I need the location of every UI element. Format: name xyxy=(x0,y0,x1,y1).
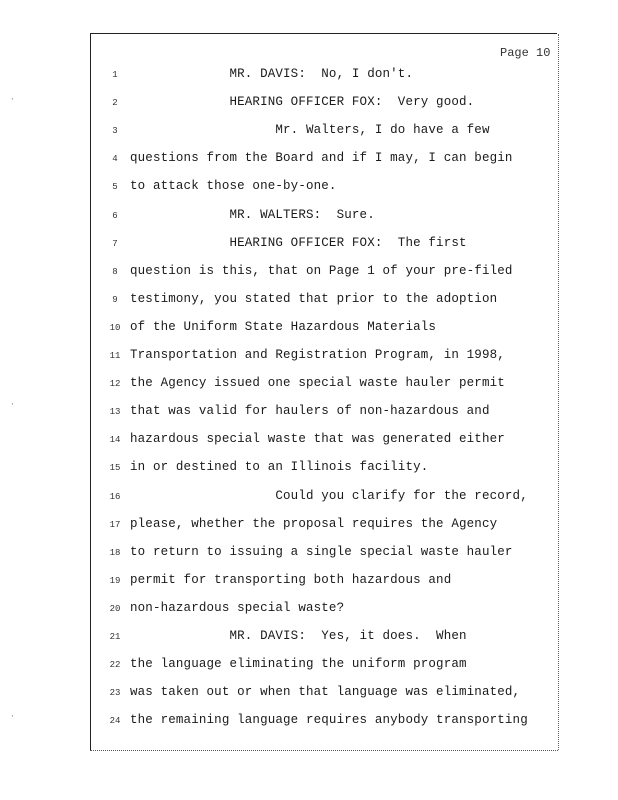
line-number: 18 xyxy=(109,547,121,558)
transcript-line xyxy=(100,63,552,85)
line-text: MR. DAVIS: Yes, it does. When xyxy=(130,629,467,643)
line-number: 20 xyxy=(109,603,121,614)
line-number: 5 xyxy=(112,182,118,193)
line-text: hazardous special waste that was generated either xyxy=(130,432,505,447)
transcript-line xyxy=(100,316,552,338)
line-number: 24 xyxy=(109,716,121,727)
line-text: question is this, that on Page 1 of your pre-filed xyxy=(130,263,513,278)
line-number: 13 xyxy=(109,407,121,418)
line-number: 23 xyxy=(109,688,121,699)
transcript-line xyxy=(100,232,552,254)
margin-mark: · xyxy=(10,712,15,721)
transcript-line xyxy=(100,541,552,563)
line-text: Mr. Walters, I do have a few xyxy=(130,123,490,138)
line-text: HEARING OFFICER FOX: The first xyxy=(130,235,467,250)
line-text: was taken out or when that language was eliminated, xyxy=(130,685,521,700)
line-number: 19 xyxy=(109,575,121,586)
transcript-line xyxy=(100,428,552,450)
line-number: 3 xyxy=(112,126,118,137)
transcript-line xyxy=(100,119,552,141)
line-number: 15 xyxy=(109,463,121,474)
line-text: Transportation and Registration Program, in 1998, xyxy=(130,348,505,362)
transcript-line xyxy=(100,344,552,366)
line-number: 4 xyxy=(112,154,118,165)
transcript-line xyxy=(100,288,552,310)
line-text: the remaining language requires anybody transporting xyxy=(130,713,528,728)
line-number: 6 xyxy=(112,210,118,221)
bottom-rule xyxy=(90,750,558,751)
transcript-line xyxy=(100,147,552,169)
line-number: 2 xyxy=(112,98,118,109)
transcript-line xyxy=(100,569,552,591)
line-number: 8 xyxy=(112,266,118,277)
transcript-line xyxy=(100,91,552,113)
margin-mark: · xyxy=(10,95,15,104)
line-text: to return to issuing a single special waste hauler xyxy=(130,544,513,559)
transcript-line xyxy=(100,513,552,535)
transcript-line xyxy=(100,653,552,675)
line-number: 21 xyxy=(109,632,121,642)
page-number: Page 10 xyxy=(500,46,551,60)
line-text: to attack those one-by-one. xyxy=(130,179,337,194)
line-text: in or destined to an Illinois facility. xyxy=(130,460,429,475)
line-text: non-hazardous special waste? xyxy=(130,600,345,615)
line-number: 1 xyxy=(112,70,118,80)
line-number: 9 xyxy=(112,294,118,305)
transcript-line xyxy=(100,400,552,422)
line-number: 7 xyxy=(112,238,118,249)
transcript-line xyxy=(100,625,552,647)
line-text: MR. WALTERS: Sure. xyxy=(130,207,375,222)
line-text: HEARING OFFICER FOX: Very good. xyxy=(130,95,475,110)
transcript-line xyxy=(100,175,552,197)
transcript-line xyxy=(100,709,552,731)
line-number: 22 xyxy=(109,660,121,671)
transcript-line xyxy=(100,260,552,282)
line-text: questions from the Board and if I may, I can begin xyxy=(130,151,513,166)
transcript-line xyxy=(100,681,552,703)
line-number: 17 xyxy=(109,519,121,530)
line-number: 11 xyxy=(109,351,121,361)
line-number: 12 xyxy=(109,379,121,390)
line-text: Could you clarify for the record, xyxy=(130,488,528,503)
line-number: 16 xyxy=(109,491,121,502)
line-text: the Agency issued one special waste hauler permit xyxy=(130,376,505,391)
transcript-line xyxy=(100,597,552,619)
line-number: 10 xyxy=(109,322,121,333)
line-text: testimony, you stated that prior to the adoption xyxy=(130,291,498,306)
transcript-line xyxy=(100,372,552,394)
transcript-line xyxy=(100,204,552,226)
margin-mark: · xyxy=(10,400,15,409)
transcript-line xyxy=(100,456,552,478)
line-text: of the Uniform State Hazardous Materials xyxy=(130,319,437,334)
line-text: permit for transporting both hazardous and xyxy=(130,572,452,587)
line-text: the language eliminating the uniform program xyxy=(130,657,467,672)
line-text: MR. DAVIS: No, I don't. xyxy=(130,67,414,81)
line-text: please, whether the proposal requires the Agency xyxy=(130,516,498,531)
transcript-line xyxy=(100,485,552,507)
line-number: 14 xyxy=(109,435,121,446)
line-text: that was valid for haulers of non-hazardous and xyxy=(130,404,490,419)
